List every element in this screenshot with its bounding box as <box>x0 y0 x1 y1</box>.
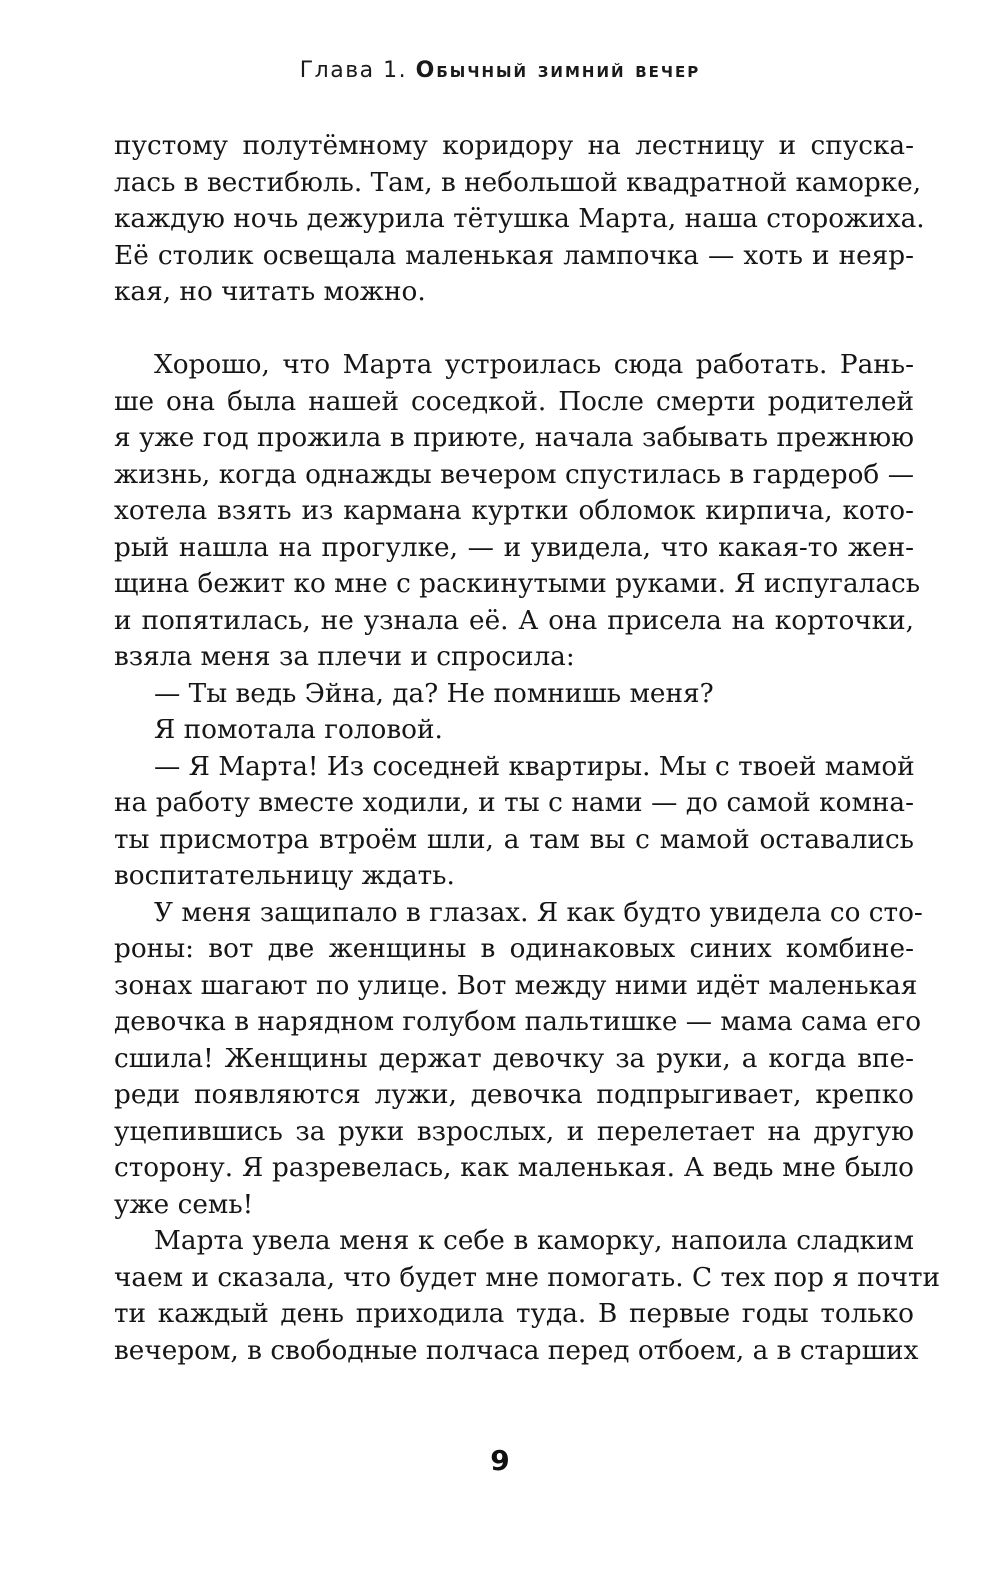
text-line: Марта увела меня к себе в каморку, напоила сладким <box>154 1226 914 1256</box>
text-line: сторону. Я разревелась, как маленькая. А ведь мне было <box>114 1153 914 1183</box>
text-line: ше она была нашей соседкой. После смерти родителей <box>114 386 914 417</box>
section-break <box>114 311 914 348</box>
text-line: жизнь, когда однажды вечером спустилась в гардероб — <box>114 459 914 490</box>
text-line: на работу вместе ходили, и ты с нами — до самой комна- <box>114 788 914 818</box>
text-line: У меня защипало в глазах. Я как будто увидела со сто- <box>154 897 923 928</box>
text-line: сшила! Женщины держат девочку за руки, а когда впе- <box>114 1043 914 1074</box>
text-line: Хорошо, что Марта устроилась сюда работать. Рань- <box>154 350 914 380</box>
text-line: ты присмотра втроём шли, а там вы с мамой оставались <box>114 824 914 855</box>
text-line: уцепившись за руки взрослых, и перелетает на другую <box>114 1116 914 1147</box>
text-line: Я помотала головой. <box>154 715 443 745</box>
text-line: я уже год прожила в приюте, начала забывать прежнюю <box>114 423 914 453</box>
chapter-title: Обычный зимний вечер <box>415 58 701 83</box>
page-number: 9 <box>490 1444 510 1477</box>
text-line: роны: вот две женщины в одинаковых синих комбине- <box>114 934 914 964</box>
text-line: лась в вестибюль. Там, в небольшой квадратной каморке, <box>114 167 922 198</box>
text-line: ти каждый день приходила туда. В первые годы только <box>114 1299 914 1329</box>
text-line: рый нашла на прогулке, — и увидела, что какая-то жен- <box>114 532 914 563</box>
text-line: Её столик освещала маленькая лампочка — хоть и неяр- <box>114 240 914 271</box>
chapter-label: Глава 1. <box>299 58 408 83</box>
text-line: чаем и сказала, что будет мне помогать. С тех пор я почти <box>114 1262 941 1293</box>
text-line: взяла меня за плечи и спросила: <box>114 642 575 672</box>
text-line: щина бежит ко мне с раскинутыми руками. Я испугалась <box>114 569 921 599</box>
running-head <box>0 58 1000 83</box>
text-line: кая, но читать можно. <box>114 277 426 307</box>
text-line: девочка в нарядном голубом пальтишке — мама сама его <box>114 1007 922 1037</box>
text-line: воспитательницу ждать. <box>114 861 455 891</box>
body-text <box>114 128 941 1369</box>
text-line: каждую ночь дежурила тётушка Марта, наша сторожиха. <box>114 204 925 234</box>
text-line: пустому полутёмному коридору на лестницу и спуска- <box>114 131 914 161</box>
text-line: уже семь! <box>114 1189 254 1220</box>
dialogue-line: — Я Марта! Из соседней квартиры. Мы с твоей мамой <box>154 751 915 782</box>
text-line: реди появляются лужи, девочка подпрыгивает, крепко <box>114 1080 914 1110</box>
text-line: и попятилась, не узнала её. А она присела на корточки, <box>114 605 914 636</box>
text-line: хотела взять из кармана куртки обломок кирпича, кото- <box>114 496 914 526</box>
dialogue-line: — Ты ведь Эйна, да? Не помнишь меня? <box>154 678 714 709</box>
text-line: зонах шагают по улице. Вот между ними идёт маленькая <box>114 970 918 1001</box>
text-line: вечером, в свободные полчаса перед отбоем, а в старших <box>114 1335 919 1366</box>
